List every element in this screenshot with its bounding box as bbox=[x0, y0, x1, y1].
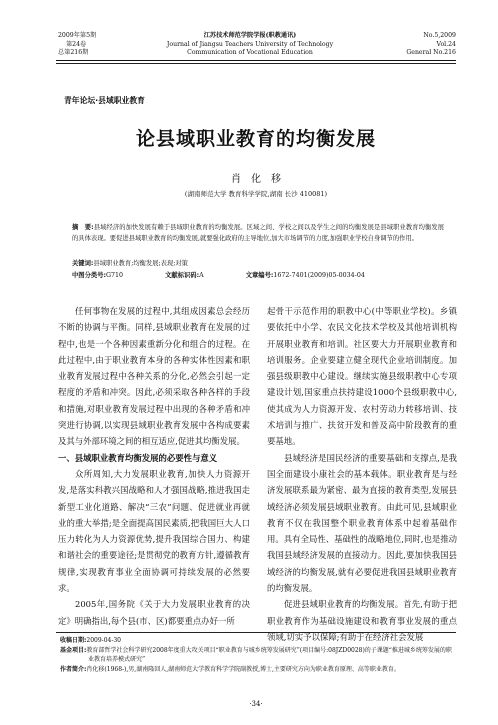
header-rule bbox=[56, 60, 456, 61]
header-rule-thin bbox=[56, 63, 456, 64]
footnotes bbox=[60, 636, 456, 674]
clc-label: 中图分类号: bbox=[72, 272, 107, 279]
journal-name-block bbox=[150, 32, 350, 58]
body-left-column bbox=[58, 303, 250, 629]
doc-code-label: 文献标识码: bbox=[165, 272, 200, 279]
article-title: 论县域职业教育的均衡发展 bbox=[135, 128, 376, 150]
abstract bbox=[72, 222, 444, 244]
article-id: 1672-7401(2009)05-0034-04 bbox=[273, 272, 365, 279]
page-number: ·34· bbox=[249, 700, 263, 708]
abstract-label: 摘 要: bbox=[72, 224, 94, 231]
issue-total: 总第216期 bbox=[58, 49, 89, 56]
number-general: General No.216 bbox=[406, 49, 456, 56]
body-paragraph: 任何事物在发展的过程中,其组成因素总会经历不断的协调与平衡。同样,县域职业教育在发展的过程中,也是一个各种因素重新分化和组合的过程。在此过程中,由于职业教育本身的各种实体性因素和职业教育发展过程中各种关系的分化,必然会引起一定程度的矛盾和冲突。因此,必须采取各种各样的手段和措施,对职业教育发展过程中出现的各种矛盾和冲突进行协调,以实现县域职业教育发展中各构成要素及其与外部环境之间的相互适应,促进其均衡发展。 bbox=[58, 306, 250, 447]
body-paragraph: 促进县域职业教育的均衡发展。首先,有助于把职业教育作为基础设施建设和教育事业发展的重点领域,切实予以保障;有助于在经济社会发展 bbox=[267, 599, 457, 642]
author-affiliation: (湖南师范大学 教育科学学院,湖南 长沙 410081) bbox=[184, 190, 328, 198]
fund-text: 教育部哲学社会科学研究2008年度重大攻关项目“职业教育与城乡统筹发展研究”(项目编号:08JZD0028)的子课题“推进城乡统筹发展的职业教育培养模式研究” bbox=[86, 646, 452, 664]
footnote-rule bbox=[56, 632, 456, 633]
journal-subtitle-en: Communication of Vocational Education bbox=[187, 49, 313, 56]
body-paragraph: 众所周知,大力发展职业教育,加快人力资源开发,是落实科教兴国战略和人才强国战略,推进我国走新型工业化道路、解决“三农”问题、促进就业再就业的重大举措;是全面提高国民素质,把我国巨大人口压力转化为人力资源优势,提升我国综合国力、构建和谐社会的重要途径;是贯彻党的教育方针,遵循教育规律,实现教育事业全面协调可持续发展的必然要求。 bbox=[58, 468, 250, 594]
received-label: 收稿日期: bbox=[60, 637, 87, 644]
classification-line bbox=[72, 271, 444, 281]
body-right-column bbox=[267, 303, 457, 645]
author-name: 肖 化 移 bbox=[231, 174, 281, 185]
doc-code: A bbox=[199, 272, 204, 279]
number-issue: No.5,2009 bbox=[423, 32, 456, 39]
keywords-text: 县域职业教育;均衡发展;表现;对策 bbox=[93, 260, 188, 267]
author-bio: 肖化移(1968-),男,湖南隆回人,湖南师范大学教育科学学院副教授,博士,主要研究方向为职业教育原理、高等职业教育。 bbox=[86, 665, 400, 673]
abstract-text: 县域经济的加快发展有赖于县域职业教育的均衡发展。区域之间、学校之间以及学生之间的均衡发展是县域职业教育均衡发展的具体表现。要促进县域职业教育的均衡发展,就要强化政府的主导地位,加大市场调节的力度,加强职业学校自身调节的作用。 bbox=[72, 224, 444, 242]
author-bio-label: 作者简介: bbox=[60, 665, 87, 673]
number-volume: Vol.24 bbox=[436, 40, 456, 48]
received-date-line bbox=[60, 636, 456, 646]
body-paragraph: 起骨干示范作用的职教中心(中等职业学校)。乡镇要依托中小学、农民文化技术学校及其他培训机构开展职业教育和培训。社区要大力开展职业教育和培训服务。企业要建立健全现代企业培训制度。加强县级职教中心建设。继续实施县级职教中心专项建设计划,国家重点扶持建设1000个县级职教中心,使其成为人力资源开发、农村劳动力转移培训、技术培训与推广、扶贫开发和普及高中阶段教育的重要基地。 bbox=[267, 306, 457, 447]
article-id-label: 文章编号: bbox=[245, 272, 274, 279]
issue-year: 2009年第5期 bbox=[58, 32, 97, 39]
column-tag: 青年论坛·县域职业教育 bbox=[64, 96, 145, 105]
journal-issue-info bbox=[58, 32, 148, 58]
journal-number-info bbox=[370, 32, 456, 58]
keywords-label: 关键词: bbox=[72, 260, 94, 267]
keywords bbox=[72, 259, 444, 269]
fund-line bbox=[60, 646, 456, 665]
journal-name-en: Journal of Jiangsu Teachers University of Technology bbox=[166, 40, 334, 48]
body-paragraph: 县域经济是国民经济的重要基础和支撑点,是我国全面建设小康社会的基本载体。职业教育是与经济发展联系最为紧密、最为直接的教育类型,发展县域经济必须发展县域职业教育。由此可见,县域职业教育不仅在我国整个职业教育体系中起着基础作用。具有全局性、基础性的战略地位,同时,也是推动我国县域经济发展的直接动力。因此,要加快我国县域经济的均衡发展,就有必要促进我国县域职业教育的均衡发展。 bbox=[267, 452, 457, 594]
journal-name-cn: 江苏技术师范学院学报(职教通讯) bbox=[203, 32, 297, 39]
received-date: 2009-04-30 bbox=[86, 637, 121, 644]
clc-code: G710 bbox=[106, 272, 124, 279]
fund-label: 基金项目: bbox=[60, 646, 87, 654]
body-paragraph: 2005年,国务院《关于大力发展职业教育的决定》明确指出,每个县(市、区)都要重点办好一所 bbox=[58, 599, 250, 626]
section-heading: 一、县域职业教育均衡发展的必要性与意义 bbox=[58, 452, 218, 463]
issue-volume: 第24卷 bbox=[66, 40, 87, 48]
author-bio-line bbox=[60, 665, 456, 675]
